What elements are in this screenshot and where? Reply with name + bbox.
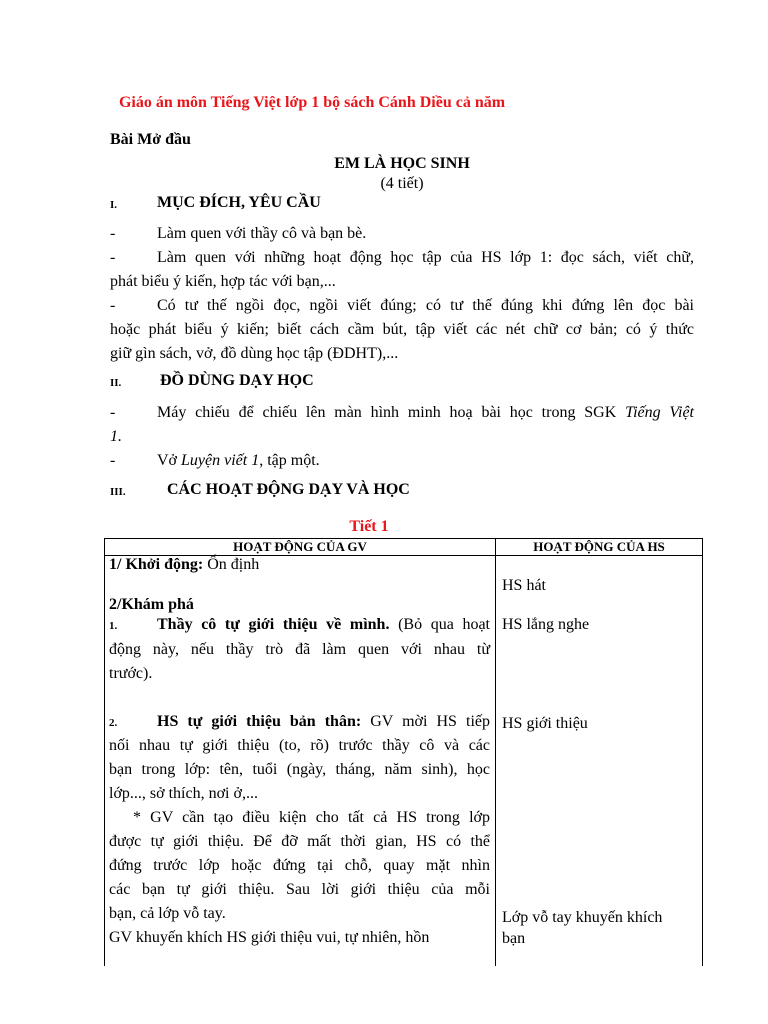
item-2-line: bạn trong lớp: tên, tuổi (ngày, tháng, năm sinh), học bbox=[109, 761, 490, 778]
list-item-continuation: 1. bbox=[110, 428, 122, 445]
item-1-line: động này, nếu thầy trò đã làm quen với nhau từ bbox=[109, 641, 490, 658]
explore-heading: 2/Khám phá bbox=[109, 596, 194, 613]
list-item: - Làm quen với những hoạt động học tập của HS lớp 1: đọc sách, viết chữ, bbox=[110, 249, 694, 266]
section-3-number: III. bbox=[110, 486, 126, 498]
item-2-line: nối nhau tự giới thiệu (to, rõ) trước thầy cô và các bbox=[109, 737, 490, 754]
list-item-continuation: phát biểu ý kiến, hợp tác với bạn,... bbox=[110, 273, 336, 290]
note-line: được tự giới thiệu. Để đỡ mất thời gian, HS có thể bbox=[109, 833, 490, 850]
hs-activity: Lớp vỗ tay khuyến khích bbox=[502, 909, 663, 926]
document-title: Giáo án môn Tiếng Việt lớp 1 bộ sách Cánh Diều cả năm bbox=[118, 94, 506, 111]
item-2-line: lớp..., sở thích, nơi ở,... bbox=[109, 785, 258, 802]
hs-activity: bạn bbox=[502, 930, 526, 947]
note-line: * GV cần tạo điều kiện cho tất cả HS trong lớp bbox=[133, 809, 490, 826]
item-2-line: 2. HS tự giới thiệu bản thân: GV mời HS tiếp bbox=[109, 713, 490, 730]
note-line: các bạn tự giới thiệu. Sau lời giới thiệu của mỗi bbox=[109, 881, 490, 898]
section-1-body bbox=[110, 222, 694, 366]
list-item: - Có tư thế ngồi đọc, ngồi viết đúng; có tư thế đúng khi đứng lên đọc bài bbox=[110, 297, 694, 314]
lesson-activity-table bbox=[104, 538, 703, 966]
sub-title: (4 tiết) bbox=[380, 175, 424, 192]
header-student-activity: HOẠT ĐỘNG CỦA HS bbox=[496, 539, 703, 556]
section-3-title: CÁC HOẠT ĐỘNG DẠY VÀ HỌC bbox=[167, 481, 410, 498]
header-teacher-activity: HOẠT ĐỘNG CỦA GV bbox=[105, 539, 496, 556]
period-title: Tiết 1 bbox=[349, 518, 389, 535]
hs-activity: HS hát bbox=[502, 577, 546, 594]
list-item: - Làm quen với thầy cô và bạn bè. bbox=[110, 225, 367, 242]
section-2-number: II. bbox=[110, 377, 122, 389]
main-title: EM LÀ HỌC SINH bbox=[334, 155, 470, 172]
hs-activity: HS giới thiệu bbox=[502, 715, 588, 732]
lesson-label: Bài Mở đầu bbox=[110, 131, 191, 148]
list-item-continuation: giữ gìn sách, vở, đồ dùng học tập (ĐDHT),... bbox=[110, 345, 399, 362]
teacher-activity-cell bbox=[105, 556, 496, 967]
list-item: - Vở Luyện viết 1, tập một. bbox=[110, 452, 320, 469]
section-1-title: MỤC ĐÍCH, YÊU CẦU bbox=[157, 194, 321, 211]
item-1-line: 1. Thầy cô tự giới thiệu về mình. (Bỏ qua hoạt bbox=[109, 616, 490, 633]
list-item-continuation: hoặc phát biểu ý kiến; biết cách cầm bút, tập viết các nét chữ cơ bản; có ý thức bbox=[110, 321, 694, 338]
student-activity-cell bbox=[496, 556, 703, 967]
note-line: bạn, cả lớp vỗ tay. bbox=[109, 905, 226, 922]
section-1-number: I. bbox=[110, 199, 118, 211]
section-2-body bbox=[110, 401, 694, 473]
list-item: - Máy chiếu để chiếu lên màn hình minh hoạ bài học trong SGK Tiếng Việt bbox=[110, 404, 695, 421]
section-2-title: ĐỒ DÙNG DẠY HỌC bbox=[160, 372, 314, 389]
hs-activity: HS lắng nghe bbox=[502, 616, 590, 633]
warmup-line: 1/ Khởi động: Ổn định bbox=[109, 556, 260, 573]
note-line: đứng trước lớp hoặc đứng tại chỗ, quay mặt nhìn bbox=[109, 857, 490, 874]
note-line: GV khuyến khích HS giới thiệu vui, tự nhiên, hồn bbox=[109, 929, 430, 946]
item-1-line: trước). bbox=[109, 665, 153, 682]
